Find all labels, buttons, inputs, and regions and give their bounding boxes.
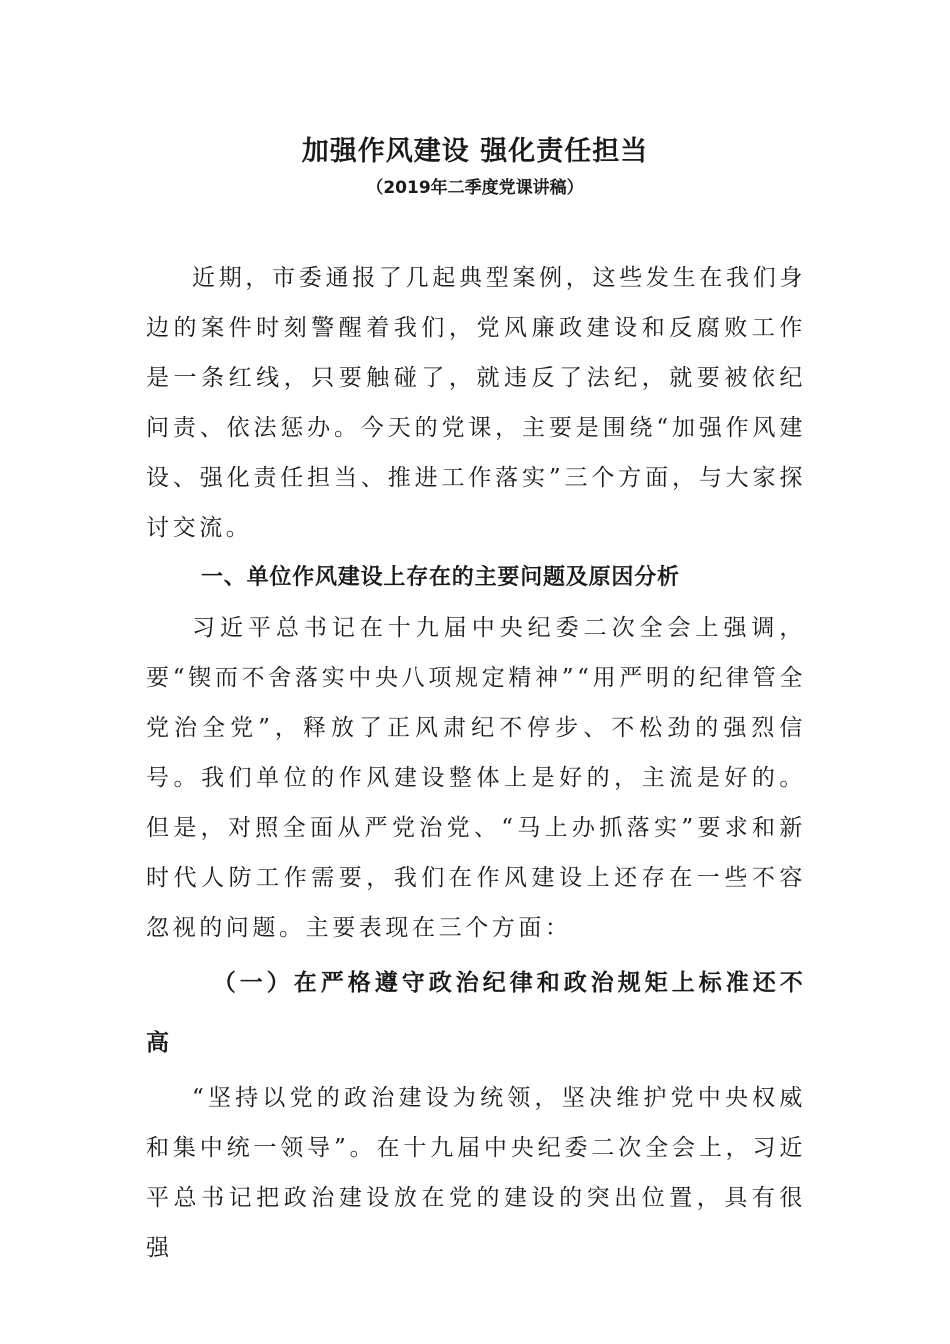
subsection-heading: （一）在严格遵守政治纪律和政治规矩上标准还不高	[146, 969, 806, 1056]
document-subtitle: （2019年二季度党课讲稿）	[366, 178, 584, 198]
document-title: 加强作风建设 强化责任担当	[301, 136, 649, 167]
intro-paragraph: 近期，市委通报了几起典型案例，这些发生在我们身边的案件时刻警醒着我们，党风廉政建设和反腐败工作是一条红线，只要触碰了，就违反了法纪，就要被依纪问责、依法惩办。今天的党课，主要是围绕“加强作风建设、强化责任担当、推进工作落实”三个方面，与大家探讨交流。	[146, 265, 806, 541]
section-heading: 一、单位作风建设上存在的主要问题及原因分析	[201, 565, 680, 590]
document-body	[146, 253, 806, 1273]
subsection-paragraph: “坚持以党的政治建设为统领，坚决维护党中央权威和集中统一领导”。在十九届中央纪委二次全会上，习近平总书记把政治建设放在党的建设的突出位置，具有很强	[146, 1085, 806, 1261]
section-paragraph: 习近平总书记在十九届中央纪委二次全会上强调，要“锲而不舍落实中央八项规定精神”“用严明的纪律管全党治全党”，释放了正风肃纪不停步、不松劲的强烈信号。我们单位的作风建设整体上是好的，主流是好的。但是，对照全面从严党治党、“马上办抓落实”要求和新时代人防工作需要，我们在作风建设上还存在一些不容忽视的问题。主要表现在三个方面：	[146, 615, 806, 941]
